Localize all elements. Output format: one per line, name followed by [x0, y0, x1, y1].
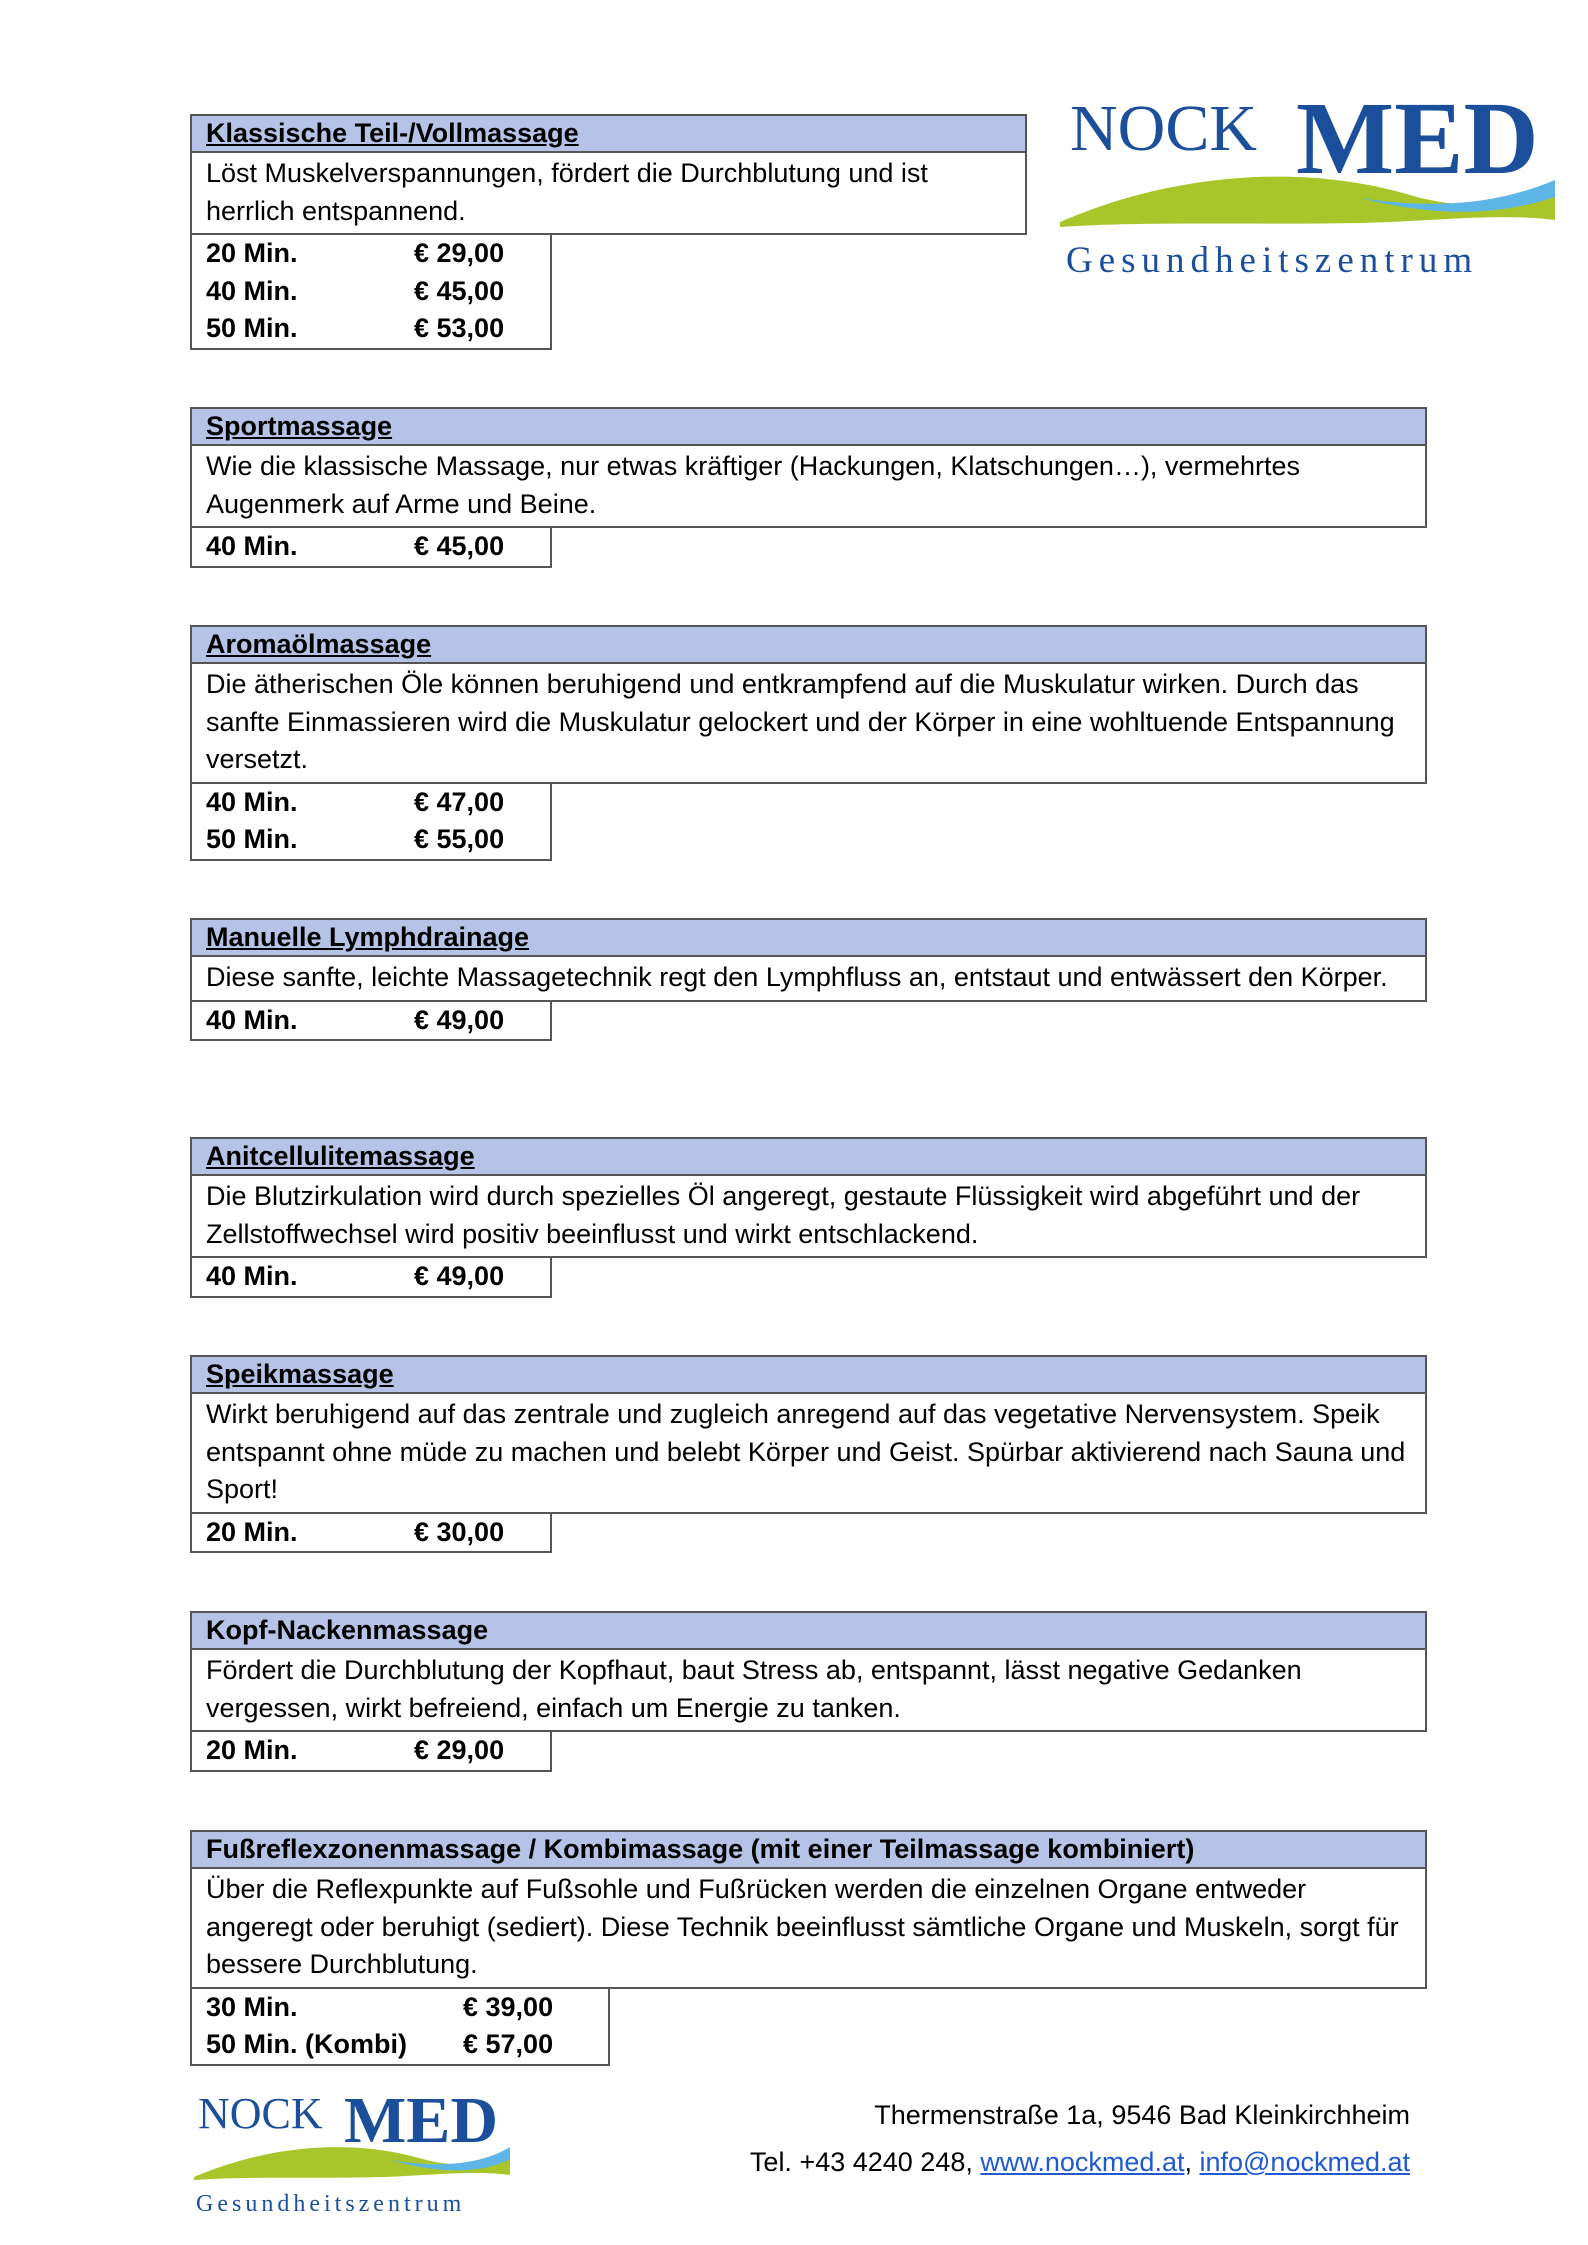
price: € 45,00 — [414, 275, 505, 306]
footer-address: Thermenstraße 1a, 9546 Bad Kleinkirchheim — [874, 2100, 1410, 2130]
duration: 20 Min. — [206, 1516, 298, 1547]
duration: 40 Min. — [206, 531, 298, 561]
price: € 49,00 — [414, 1261, 505, 1291]
email-link[interactable]: info@nockmed.at — [1199, 2147, 1410, 2177]
section-anticellulite — [190, 1137, 1427, 1298]
section-title: Kopf-Nackenmassage — [190, 1611, 1427, 1650]
logo-tagline: Gesundheitszentrum — [1066, 240, 1479, 281]
duration: 40 Min. — [206, 1004, 298, 1035]
nockmed-logo-bottom — [194, 2085, 514, 2220]
section-kopf-nacken — [190, 1611, 1427, 1772]
nockmed-logo-top — [1060, 85, 1558, 285]
price-table — [190, 1989, 610, 2066]
price-row — [206, 1258, 536, 1296]
logo-tagline: Gesundheitszentrum — [196, 2191, 466, 2217]
duration: 20 Min. — [206, 238, 298, 268]
price-table — [190, 1732, 552, 1772]
logo-med-text: MED — [1296, 85, 1539, 196]
website-link[interactable]: www.nockmed.at — [980, 2147, 1185, 2177]
price-row — [206, 1989, 594, 2027]
price-row — [206, 2026, 594, 2064]
price-table — [190, 784, 552, 861]
duration: 40 Min. — [206, 1261, 298, 1291]
price-row — [206, 821, 536, 859]
duration: 50 Min. — [206, 313, 298, 343]
price-table — [190, 528, 552, 568]
footer-contact — [750, 2092, 1410, 2186]
price-row — [206, 528, 536, 566]
price-row — [206, 310, 536, 348]
section-fussreflex — [190, 1830, 1427, 2066]
section-title: Manuelle Lymphdrainage — [190, 918, 1427, 957]
price-table — [190, 1258, 552, 1298]
logo-nock-text: NOCK — [1070, 92, 1258, 165]
duration: 20 Min. — [206, 1735, 298, 1765]
section-lymphdrainage — [190, 918, 1427, 1041]
section-title: Speikmassage — [190, 1355, 1427, 1394]
price: € 57,00 — [463, 2029, 554, 2059]
duration: 50 Min. (Kombi) — [206, 2029, 407, 2059]
section-description: Die ätherischen Öle können beruhigend und entkrampfend auf die Muskulatur wirken. Durch das sanfte Einmassieren wird die Muskulatur gelockert und der Körper in eine wohltuende Entspannung versetzt. — [190, 664, 1427, 784]
price-row — [206, 273, 536, 311]
footer-contact-line: Tel. +43 4240 248, www.nockmed.at, info@nockmed.at — [749, 2147, 1410, 2177]
section-sportmassage — [190, 407, 1427, 568]
logo-med-text: MED — [344, 2085, 498, 2157]
price-row — [206, 1514, 536, 1552]
price-table — [190, 1002, 552, 1042]
price-row — [206, 1732, 536, 1770]
footer-tel: Tel. +43 4240 248 — [749, 2147, 966, 2177]
price: € 39,00 — [463, 1991, 554, 2022]
section-aromaoel — [190, 625, 1427, 861]
section-description: Wirkt beruhigend auf das zentrale und zugleich anregend auf das vegetative Nervensystem. Speik entspannt ohne müde zu machen und belebt Körper und Geist. Spürbar aktivierend nach Sauna und Sport! — [190, 1394, 1427, 1514]
price: € 29,00 — [414, 238, 505, 268]
duration: 50 Min. — [206, 824, 298, 854]
section-description: Fördert die Durchblutung der Kopfhaut, baut Stress ab, entspannt, lässt negative Gedanken vergessen, wirkt befreiend, einfach um Energie zu tanken. — [190, 1650, 1427, 1732]
section-description: Wie die klassische Massage, nur etwas kräftiger (Hackungen, Klatschungen…), vermehrtes Augenmerk auf Arme und Beine. — [190, 446, 1427, 528]
price: € 47,00 — [414, 786, 505, 817]
logo-nock-text: NOCK — [198, 2089, 323, 2138]
price: € 45,00 — [414, 531, 505, 561]
section-description: Diese sanfte, leichte Massagetechnik regt den Lymphfluss an, entstaut und entwässert den Körper. — [190, 957, 1427, 1002]
section-description: Löst Muskelverspannungen, fördert die Durchblutung und ist herrlich entspannend. — [190, 153, 1027, 235]
price-table — [190, 235, 552, 350]
section-title: Klassische Teil-/Vollmassage — [190, 114, 1027, 153]
section-klassische — [190, 114, 1027, 350]
section-title: Aromaölmassage — [190, 625, 1427, 664]
section-description: Über die Reflexpunkte auf Fußsohle und Fußrücken werden die einzelnen Organe entweder angeregt oder beruhigt (sediert). Diese Technik beeinflusst sämtliche Organe und Muskeln, sorgt für bessere Durchblutung. — [190, 1869, 1427, 1989]
price: € 29,00 — [414, 1735, 505, 1765]
price-row — [206, 784, 536, 822]
section-description: Die Blutzirkulation wird durch spezielles Öl angeregt, gestaute Flüssigkeit wird abgeführt und der Zellstoffwechsel wird positiv beeinflusst und wirkt entschlackend. — [190, 1176, 1427, 1258]
price-row — [206, 1002, 536, 1040]
duration: 40 Min. — [206, 786, 298, 817]
section-speikmassage — [190, 1355, 1427, 1553]
price: € 49,00 — [414, 1004, 505, 1035]
price: € 30,00 — [414, 1516, 505, 1547]
price-row — [206, 235, 536, 273]
section-title: Anitcellulitemassage — [190, 1137, 1427, 1176]
price: € 55,00 — [414, 824, 505, 854]
price: € 53,00 — [414, 313, 505, 343]
duration: 30 Min. — [206, 1991, 298, 2022]
price-table — [190, 1514, 552, 1554]
section-title: Fußreflexzonenmassage / Kombimassage (mit einer Teilmassage kombiniert) — [190, 1830, 1427, 1869]
section-title: Sportmassage — [190, 407, 1427, 446]
duration: 40 Min. — [206, 275, 298, 306]
